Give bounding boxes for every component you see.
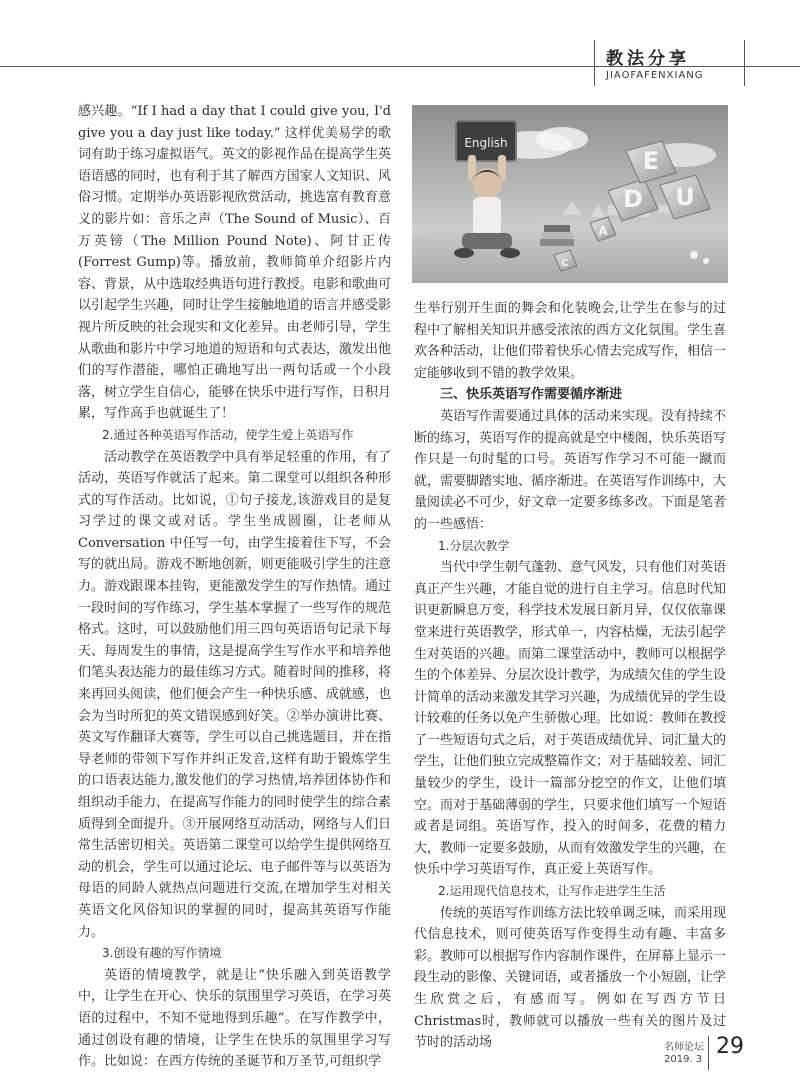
illustration-image: [412, 105, 728, 283]
paragraph: 当代中学生朝气蓬勃、意气风发，只有他们对英语真正产生兴趣，才能自觉的进行自主学习。信息时代知识更新瞬息万变，科学技术发展日新月异，仅仅依靠课堂来进行英语教学，形式单一，内容枯燥，无法引起学生对英语的兴趣。而第二课堂活动中，教师可以根据学生的个体差异、分层次设计教学，为成绩欠佳的学生设计简单的活动来激发其学习兴趣，为成绩优异的学生设计较难的任务以免产生骄傲心理。比如说：教师在教授了一些短语句式之后，对于英语成绩优异、词汇量大的学生，让他们独立完成整篇作文；对于基础较差、词汇量较少的学生，设计一篇部分挖空的作文，让他们填空。而对于基础薄弱的学生，只要求他们填写一个短语或者是词组。英语写作，投入的时间多，花费的精力大，教师一定要多鼓励，从而有效激发学生的兴趣，在快乐中学习英语写作，真正爱上英语写作。: [414, 560, 727, 878]
block-letter-u: U: [675, 183, 695, 211]
paragraph: 英语的情境教学，就是让“快乐融入到英语教学中，让学生在开心、快乐的氛围里学习英语，在学习英语的过程中，不知不觉地得到乐趣”。在写作教学中，通过创设有趣的情境，让学生在快乐的氛围里学习写作。比如说：在西方传统的圣诞节和万圣节,可组织学: [78, 967, 391, 1070]
footer-divider: [708, 1036, 709, 1070]
right-column: [414, 298, 726, 1054]
block-letter-c: C: [561, 258, 569, 269]
board-text: English: [464, 136, 508, 150]
journal-name: 名师论坛: [664, 1042, 704, 1053]
block-letter-a: A: [598, 224, 608, 238]
issue-date: 2019. 3: [664, 1054, 703, 1065]
subheading: 1.分层次教学: [438, 538, 510, 553]
header-divider-right: [744, 40, 745, 86]
section-header: [594, 40, 744, 88]
paragraph: 活动教学在英语教学中具有举足轻重的作用，有了活动，英语写作就活了起来。第二课堂可以组织各种形式的写作活动。比如说，①句子接龙,该游戏目的是复习学过的课文或对话。学生坐成圆圈，让老师从Conversation 中任写一句，由学生接着往下写，不会写的就出局。游戏不断地创新，则更能吸引学生的注意力。游戏跟课本挂钩，更能激发学生的写作热情。通过一段时间的写作练习，学生基本掌握了一些写作的规范格式。这时，可以鼓励他们用三四句英语语句记录下每天、每周发生的事情，这是提高学生写作水平和培养他们笔头表达能力的最佳练习方式。随着时间的推移，将来再回头阅读，他们便会产生一种快乐感、成就感，也会为当时所犯的英文错误感到好笑。②举办演讲比赛、英文写作翻译大赛等，学生可以自己挑选题目，并在指导老师的带领下写作并纠正发音,这样有助于锻炼学生的口语表达能力,激发他们的学习热情,培养团体协作和组织动手能力，在提高写作能力的同时使学生的综合素质得到全面提升。③开展网络互动活动，网络与人们日常生活密切相关。英语第二课堂可以给学生提供网络互动的机会，学生可以通过论坛、电子邮件等与以英语为母语的同龄人就热点问题进行交流,在增加学生对相关英语文化风俗知识的掌握的同时，提高其英语写作能力。: [78, 449, 391, 940]
section-heading: 三、快乐英语写作需要循序渐进: [440, 387, 623, 403]
section-subtitle: JIAOFAFENXIANG: [606, 70, 704, 81]
block-letter-d: D: [623, 185, 643, 213]
subheading: 3.创设有趣的写作情境: [102, 946, 222, 961]
paragraph: 生举行别开生面的舞会和化装晚会,让学生在参与的过程中了解相关知识并感受浓浓的西方文化氛围。学生喜欢各种活动，让他们带着快乐心情去完成写作，相信一定能够收到不错的教学效果。: [414, 301, 727, 381]
section-title: 教法分享: [606, 49, 690, 69]
block-letter-e: E: [642, 147, 660, 175]
paragraph: 传统的英语写作训练方法比较单调乏味，而采用现代信息技术，则可使英语写作变得生动有趣、丰富多彩。教师可以根据写作内容制作课件，在屏幕上显示一段生动的影像、关键词语，或者播放一个小短剧，让学生欣赏之后，有感而写。例如在写西方节日Christmas时，教师就可以播放一些有关的图片及过节时的活动场: [414, 905, 727, 1051]
subheading: 2.通过各种英语写作活动，使学生爱上英语写作: [102, 427, 354, 442]
page-number: 29: [716, 1034, 744, 1059]
paragraph: 英语写作需要通过具体的活动来实现。没有持续不断的练习，英语写作的提高就是空中楼阁，快乐英语写作只是一句时髦的口号。英语写作学习不可能一蹴而就，需要脚踏实地、循序渐进。在英语写作训练中，大量阅读必不可少，好文章一定要多练多改。下面是笔者的一些感悟：: [414, 408, 727, 532]
illustration-figure: [412, 105, 728, 283]
paragraph: 感兴趣。“If I had a day that I could give you, I'd give you a day just like today.” 这样优美易学的歌词有助于练习虚拟语气。英文的影视作品在提高学生英语语感的同时，也有利于其了解西方国家人文知识、风俗习惯。定期举办英语影视欣赏活动，挑选富有教育意义的影片如：音乐之声（The Sound of Music）、百万英镑（The Million Pound Note)、阿甘正传(Forrest Gump)等。播放前，教师简单介绍影片内容、背景，从中选取经典语句进行教授。电影和歌曲可以引起学生兴趣，同时让学生接触地道的语言并感受影视片所反映的社会现实和文化差异。由老师引导，学生从歌曲和影片中学习地道的短语和句式表达，激发出他们的写作潜能，哪怕正确地写出一两句话或一个小段落，树立学生自信心，能够在快乐中进行写作，日积月累，写作高手也就诞生了！: [78, 104, 391, 422]
subheading: 2.运用现代信息技术，让写作走进学生生活: [438, 884, 666, 899]
left-column: [78, 101, 391, 1073]
